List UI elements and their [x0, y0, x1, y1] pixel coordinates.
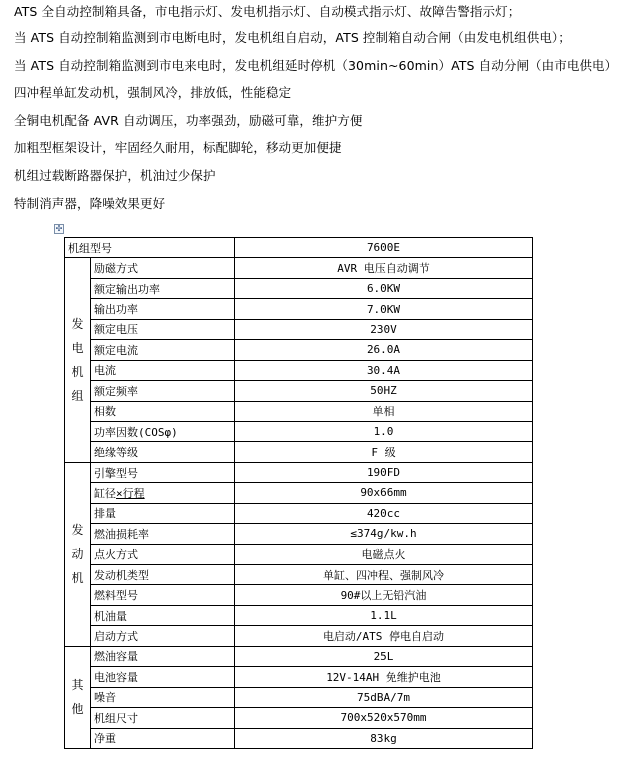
spec-label: 额定电流	[91, 340, 235, 360]
group-label	[65, 646, 91, 748]
group-label	[65, 462, 91, 646]
table-row	[65, 605, 533, 625]
table-row	[65, 708, 533, 728]
spec-value: 电磁点火	[235, 544, 533, 564]
spec-value: 1.1L	[235, 605, 533, 625]
spec-label: 励磁方式	[91, 258, 235, 278]
table-row	[65, 667, 533, 687]
spec-value: 26.0A	[235, 340, 533, 360]
table-row	[65, 258, 533, 278]
spec-label: 机油量	[91, 605, 235, 625]
paragraph-engine: 四冲程单缸发动机，强制风冷，排放低，性能稳定	[14, 85, 292, 101]
table-row	[65, 360, 533, 380]
spec-label: 额定频率	[91, 381, 235, 401]
table-row	[65, 299, 533, 319]
paragraph-protection: 机组过载断路器保护，机油过少保护	[14, 167, 216, 183]
spec-label: 额定电压	[91, 319, 235, 339]
spec-value: 6.0KW	[235, 278, 533, 298]
table-row	[65, 381, 533, 401]
spec-value: 90x66mm	[235, 483, 533, 503]
table-row	[65, 401, 533, 421]
table-row	[65, 278, 533, 298]
spec-value: 单相	[235, 401, 533, 421]
spec-value: 单缸、四冲程、强制风冷	[235, 565, 533, 585]
spec-label: 功率因数(COSφ)	[91, 421, 235, 441]
table-row	[65, 626, 533, 646]
group-label	[65, 258, 91, 462]
spec-value: 30.4A	[235, 360, 533, 380]
table-row	[65, 585, 533, 605]
spec-label: 引擎型号	[91, 462, 235, 482]
model-value: 7600E	[235, 238, 533, 258]
spec-label: 缸径×行程	[91, 483, 235, 503]
spec-label: 噪音	[91, 687, 235, 707]
paragraph-motor: 全铜电机配备 AVR 自动调压，功率强劲，励磁可靠，维护方便	[14, 112, 363, 128]
group-label-char: 机	[71, 571, 84, 586]
table-row	[65, 340, 533, 360]
spec-label: 燃料型号	[91, 585, 235, 605]
model-label: 机组型号	[65, 238, 235, 258]
table-row	[65, 544, 533, 564]
table-row	[65, 442, 533, 462]
spec-value: 420cc	[235, 503, 533, 523]
table-row	[65, 565, 533, 585]
table-row	[65, 728, 533, 748]
spec-table	[64, 237, 533, 749]
table-row	[65, 421, 533, 441]
underlined-text: ×行程	[116, 486, 145, 500]
spec-label: 相数	[91, 401, 235, 421]
spec-label: 燃油容量	[91, 646, 235, 666]
group-label-char: 机	[71, 365, 84, 380]
spec-value: 25L	[235, 646, 533, 666]
table-row	[65, 646, 533, 666]
table-row-model	[65, 238, 533, 258]
spec-value: ≤374g/kw.h	[235, 524, 533, 544]
spec-label: 绝缘等级	[91, 442, 235, 462]
spec-label: 电池容量	[91, 667, 235, 687]
spec-value: 190FD	[235, 462, 533, 482]
group-label-char: 发	[71, 317, 84, 332]
spec-value: 83kg	[235, 728, 533, 748]
spec-label: 输出功率	[91, 299, 235, 319]
spec-value: 1.0	[235, 421, 533, 441]
table-row	[65, 687, 533, 707]
spec-label: 燃油损耗率	[91, 524, 235, 544]
spec-value: F 级	[235, 442, 533, 462]
paragraph-frame: 加粗型框架设计，牢固经久耐用，标配脚轮，移动更加便捷	[14, 140, 342, 156]
spec-label: 电流	[91, 360, 235, 380]
spec-value: 230V	[235, 319, 533, 339]
paragraph-muffler: 特制消声器，降噪效果更好	[14, 195, 166, 211]
feature-paragraphs	[14, 0, 634, 217]
spec-value: 90#以上无铅汽油	[235, 585, 533, 605]
spec-value: 电启动/ATS 停电自启动	[235, 626, 533, 646]
paragraph-ats-power-off: 当 ATS 自动控制箱监测到市电断电时，发电机组自启动，ATS 控制箱自动合闸（由发电机组供电）；	[14, 30, 571, 45]
spec-value: AVR 电压自动调节	[235, 258, 533, 278]
move-handle-icon[interactable]: ✣	[55, 224, 63, 233]
group-label-char: 发	[71, 523, 84, 538]
spec-label: 机组尺寸	[91, 708, 235, 728]
group-label-char: 组	[71, 389, 84, 404]
spec-value: 700x520x570mm	[235, 708, 533, 728]
table-row	[65, 319, 533, 339]
spec-label: 排量	[91, 503, 235, 523]
spec-label: 发动机类型	[91, 565, 235, 585]
table-row	[65, 483, 533, 503]
spec-value: 12V-14AH 免维护电池	[235, 667, 533, 687]
table-row	[65, 503, 533, 523]
spec-label: 额定输出功率	[91, 278, 235, 298]
spec-label: 启动方式	[91, 626, 235, 646]
paragraph-ats-power-on: 当 ATS 自动控制箱监测到市电来电时，发电机组延时停机（30min~60min）ATS 自动分闸（由市电供电）	[14, 57, 618, 73]
spec-value: 7.0KW	[235, 299, 533, 319]
spec-value: 75dBA/7m	[235, 687, 533, 707]
group-label-char: 他	[71, 702, 84, 717]
group-label-char: 动	[71, 547, 84, 562]
spec-value: 50HZ	[235, 381, 533, 401]
group-label-char: 电	[71, 341, 84, 356]
spec-label: 净重	[91, 728, 235, 748]
spec-label: 点火方式	[91, 544, 235, 564]
table-row	[65, 462, 533, 482]
table-row	[65, 524, 533, 544]
group-label-char: 其	[71, 678, 84, 693]
paragraph-ats-indicators: ATS 全自动控制箱具备，市电指示灯、发电机指示灯、自动模式指示灯、故障告警指示灯；	[14, 4, 521, 19]
